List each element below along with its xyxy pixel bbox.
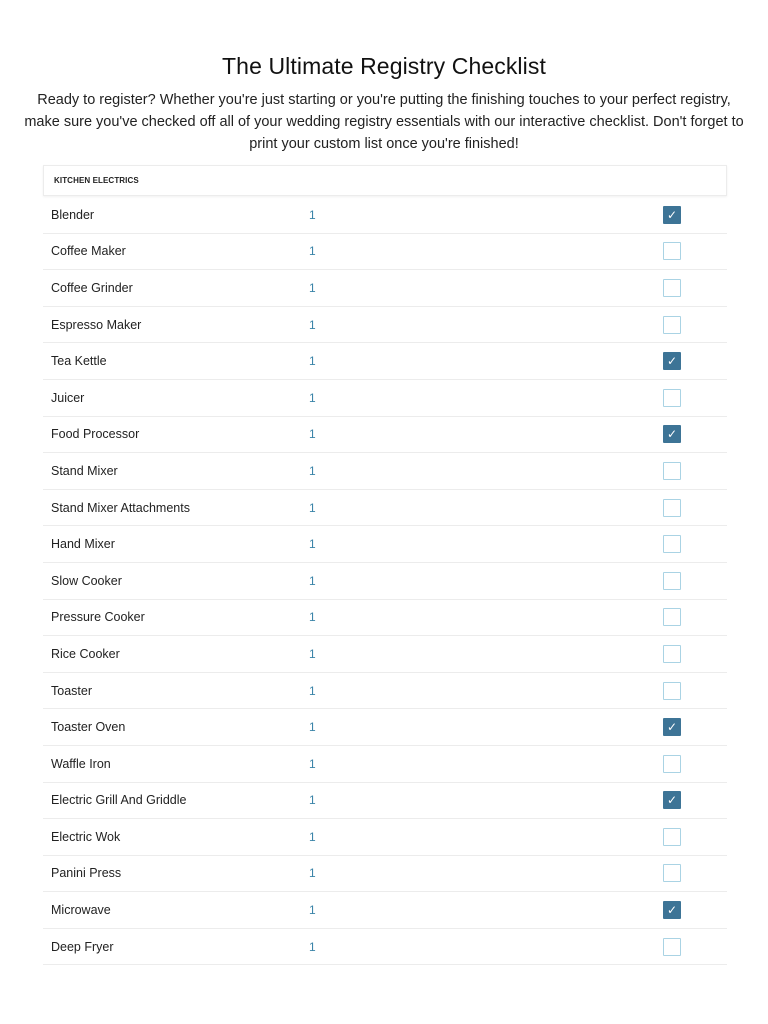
item-name: Coffee Maker xyxy=(51,244,126,259)
item-checkbox[interactable] xyxy=(663,791,681,809)
check-icon: ✓ xyxy=(666,793,678,808)
checklist-row xyxy=(43,856,727,893)
checklist-row xyxy=(43,307,727,344)
item-checkbox[interactable] xyxy=(663,572,681,590)
checklist-row xyxy=(43,709,727,746)
checklist-row xyxy=(43,929,727,966)
item-quantity[interactable]: 1 xyxy=(309,463,316,478)
item-name: Espresso Maker xyxy=(51,317,142,332)
checklist-row xyxy=(43,417,727,454)
item-quantity[interactable]: 1 xyxy=(309,646,316,661)
check-icon: ✓ xyxy=(666,354,678,369)
item-checkbox[interactable] xyxy=(663,206,681,224)
section-title: KITCHEN ELECTRICS xyxy=(54,176,139,185)
item-quantity[interactable]: 1 xyxy=(309,610,316,625)
item-checkbox[interactable] xyxy=(663,828,681,846)
checklist-row xyxy=(43,343,727,380)
item-checkbox[interactable] xyxy=(663,425,681,443)
checklist-row xyxy=(43,380,727,417)
checklist-row xyxy=(43,673,727,710)
checklist-row xyxy=(43,636,727,673)
item-checkbox[interactable] xyxy=(663,864,681,882)
item-quantity[interactable]: 1 xyxy=(309,280,316,295)
item-quantity[interactable]: 1 xyxy=(309,390,316,405)
checklist-table xyxy=(43,165,727,965)
checklist-row xyxy=(43,563,727,600)
item-name: Rice Cooker xyxy=(51,646,120,661)
checklist-row xyxy=(43,783,727,820)
item-name: Blender xyxy=(51,207,95,222)
item-name: Juicer xyxy=(51,390,85,405)
section-header xyxy=(43,165,727,196)
item-checkbox[interactable] xyxy=(663,499,681,517)
item-name: Toaster Oven xyxy=(51,720,126,735)
item-name: Food Processor xyxy=(51,427,140,442)
checklist-row xyxy=(43,453,727,490)
item-quantity[interactable]: 1 xyxy=(309,244,316,259)
item-quantity[interactable]: 1 xyxy=(309,720,316,735)
item-quantity[interactable]: 1 xyxy=(309,317,316,332)
item-name: Electric Wok xyxy=(51,829,121,844)
item-quantity[interactable]: 1 xyxy=(309,939,316,954)
item-checkbox[interactable] xyxy=(663,755,681,773)
check-icon: ✓ xyxy=(666,720,678,735)
item-quantity[interactable]: 1 xyxy=(309,683,316,698)
item-quantity[interactable]: 1 xyxy=(309,537,316,552)
item-checkbox[interactable] xyxy=(663,242,681,260)
item-checkbox[interactable] xyxy=(663,462,681,480)
item-name: Panini Press xyxy=(51,866,122,881)
item-name: Hand Mixer xyxy=(51,537,115,552)
item-name: Deep Fryer xyxy=(51,939,114,954)
item-checkbox[interactable] xyxy=(663,316,681,334)
checklist-rows xyxy=(43,197,727,965)
item-name: Stand Mixer Attachments xyxy=(51,500,190,515)
check-icon: ✓ xyxy=(666,903,678,918)
item-checkbox[interactable] xyxy=(663,279,681,297)
item-quantity[interactable]: 1 xyxy=(309,793,316,808)
item-quantity[interactable]: 1 xyxy=(309,573,316,588)
check-icon: ✓ xyxy=(666,427,678,442)
checklist-row xyxy=(43,234,727,271)
item-checkbox[interactable] xyxy=(663,608,681,626)
item-name: Microwave xyxy=(51,903,111,918)
item-quantity[interactable]: 1 xyxy=(309,756,316,771)
item-checkbox[interactable] xyxy=(663,645,681,663)
item-checkbox[interactable] xyxy=(663,682,681,700)
item-checkbox[interactable] xyxy=(663,938,681,956)
item-name: Tea Kettle xyxy=(51,354,107,369)
item-quantity[interactable]: 1 xyxy=(309,427,316,442)
item-quantity[interactable]: 1 xyxy=(309,354,316,369)
checklist-row xyxy=(43,490,727,527)
page-title: The Ultimate Registry Checklist xyxy=(222,53,546,79)
item-quantity[interactable]: 1 xyxy=(309,829,316,844)
checklist-row xyxy=(43,819,727,856)
item-checkbox[interactable] xyxy=(663,389,681,407)
item-quantity[interactable]: 1 xyxy=(309,207,316,222)
item-quantity[interactable]: 1 xyxy=(309,500,316,515)
item-name: Waffle Iron xyxy=(51,756,111,771)
item-checkbox[interactable] xyxy=(663,352,681,370)
checklist-row xyxy=(43,197,727,234)
checklist-row xyxy=(43,746,727,783)
item-quantity[interactable]: 1 xyxy=(309,866,316,881)
item-name: Pressure Cooker xyxy=(51,610,145,625)
checklist-row xyxy=(43,892,727,929)
checklist-row xyxy=(43,526,727,563)
item-name: Stand Mixer xyxy=(51,463,118,478)
item-name: Coffee Grinder xyxy=(51,280,133,295)
item-name: Toaster xyxy=(51,683,92,698)
intro-text: Ready to register? Whether you're just starting or you're putting the finishing touches to your perfect registry, make sure you've checked off all of your wedding registry essentials with our interactive checklist. Don't forget to print your custom list once you're finished! xyxy=(24,92,744,152)
item-name: Slow Cooker xyxy=(51,573,122,588)
item-checkbox[interactable] xyxy=(663,535,681,553)
checklist-row xyxy=(43,270,727,307)
item-checkbox[interactable] xyxy=(663,718,681,736)
item-name: Electric Grill And Griddle xyxy=(51,793,187,808)
check-icon: ✓ xyxy=(666,207,678,222)
item-checkbox[interactable] xyxy=(663,901,681,919)
item-quantity[interactable]: 1 xyxy=(309,903,316,918)
checklist-row xyxy=(43,600,727,637)
